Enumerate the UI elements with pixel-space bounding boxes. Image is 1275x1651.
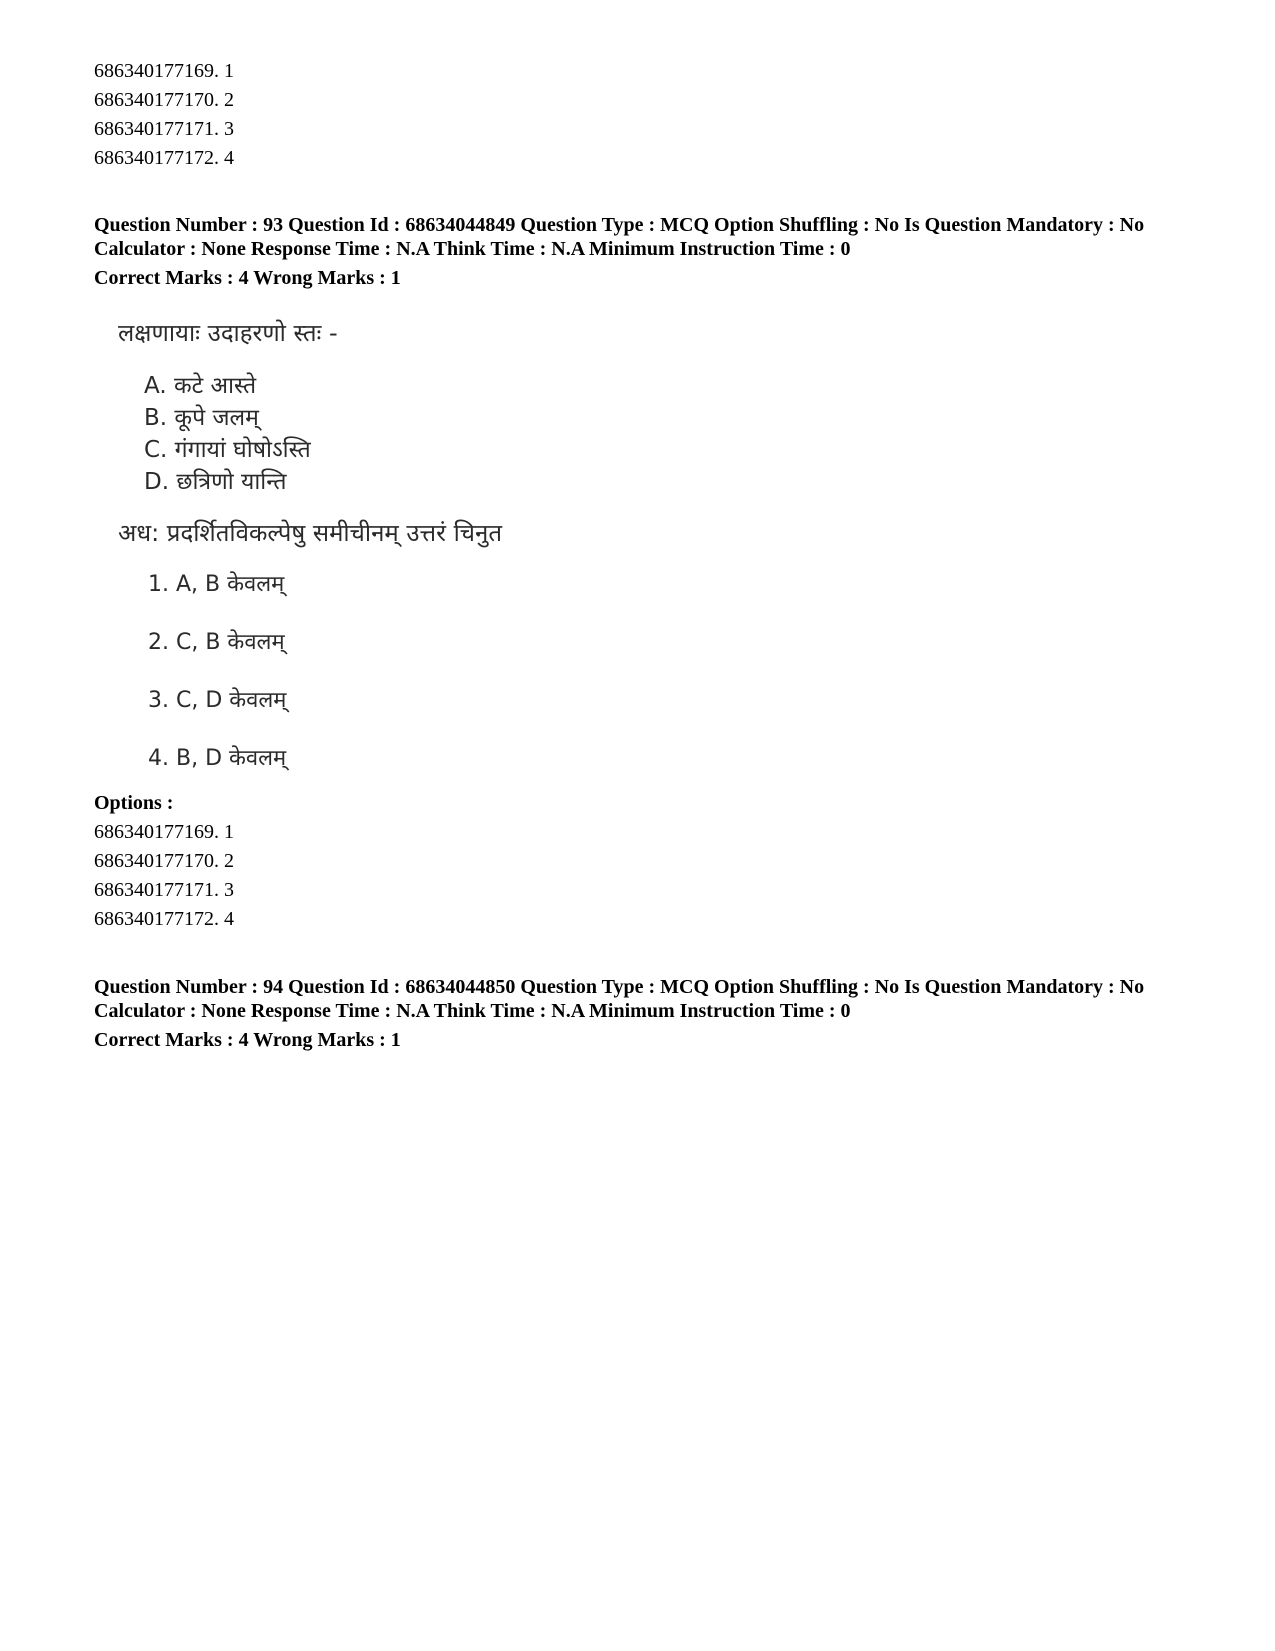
choice-4: 4. B, D केवलम् bbox=[148, 746, 287, 771]
question-93-header: Question Number : 93 Question Id : 68634044849 Question Type : MCQ Option Shuffling : No Is Question Mandatory : No Calculator : None Response Time : N.A Think Time : N.A Minimum Instruction Time : 0 bbox=[94, 214, 1145, 260]
option-line: 686340177171. 3 bbox=[94, 118, 234, 140]
statement-b: B. कूपे जलम् bbox=[144, 405, 259, 431]
question-93-body bbox=[118, 318, 502, 802]
choice-1: 1. A, B केवलम् bbox=[148, 572, 285, 597]
option-line: 686340177169. 1 bbox=[94, 821, 234, 843]
option-line: 686340177172. 4 bbox=[94, 147, 234, 169]
option-line: 686340177171. 3 bbox=[94, 879, 234, 901]
question-94-header: Question Number : 94 Question Id : 68634044850 Question Type : MCQ Option Shuffling : No Is Question Mandatory : No Calculator : None Response Time : N.A Think Time : N.A Minimum Instruction Time : 0 bbox=[94, 976, 1145, 1022]
statement-a: A. कटे आस्ते bbox=[144, 373, 257, 399]
question-94-header-block bbox=[94, 975, 1214, 1055]
question-93-options bbox=[94, 789, 234, 934]
choice-2: 2. C, B केवलम् bbox=[148, 630, 285, 655]
statement-c: C. गंगायां घोषोऽस्ति bbox=[144, 437, 311, 463]
options-label: Options : bbox=[94, 792, 174, 814]
option-line: 686340177169. 1 bbox=[94, 60, 234, 82]
question-93-marks: Correct Marks : 4 Wrong Marks : 1 bbox=[94, 267, 401, 289]
question-instruction: अध: प्रदर्शितविकल्पेषु समीचीनम् उत्तरं चिनुत bbox=[118, 519, 503, 547]
question-94-marks: Correct Marks : 4 Wrong Marks : 1 bbox=[94, 1029, 401, 1051]
statement-d: D. छत्रिणो यान्ति bbox=[144, 469, 287, 495]
choice-3: 3. C, D केवलम् bbox=[148, 688, 287, 713]
question-93-header-block bbox=[94, 213, 1214, 293]
option-line: 686340177170. 2 bbox=[94, 850, 234, 872]
previous-question-options bbox=[94, 57, 234, 173]
option-line: 686340177170. 2 bbox=[94, 89, 234, 111]
option-line: 686340177172. 4 bbox=[94, 908, 234, 930]
question-stem: लक्षणायाः उदाहरणो स्तः - bbox=[118, 319, 338, 347]
